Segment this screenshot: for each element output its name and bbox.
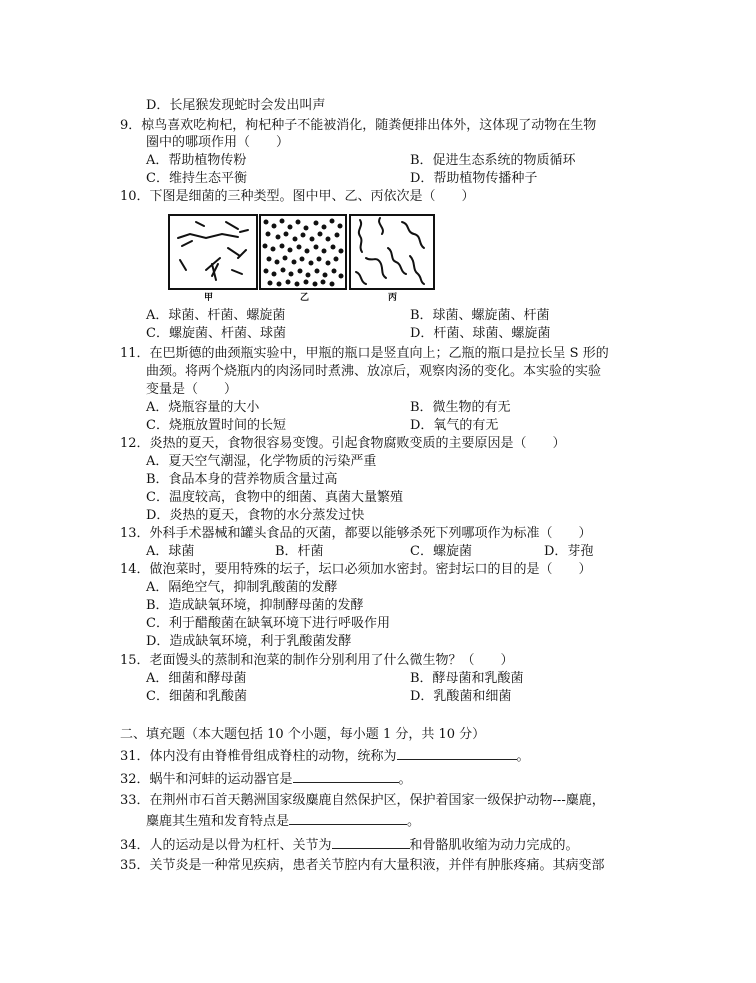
q11-option-d: D．氧气的有无 — [410, 418, 499, 433]
question-15: 15．老面馒头的蒸制和泡菜的制作分别利用了什么微生物？（ ） — [120, 653, 514, 668]
question-35: 35．关节炎是一种常见疾病，患者关节腔内有大量积液，并伴有肿胀疼痛。其病变部 — [120, 858, 605, 873]
q9-option-b: B．促进生态系统的物质循环 — [410, 153, 576, 168]
question-10: 10．下图是细菌的三种类型。图中甲、乙、丙依次是（ ） — [120, 189, 475, 204]
question-34-end: 和骨骼肌收缩为动力完成的。 — [409, 838, 579, 853]
q10-option-a: A．球菌、杆菌、螺旋菌 — [146, 308, 286, 323]
answer-blank-33[interactable] — [289, 812, 407, 825]
q15-option-c: C．细菌和乳酸菌 — [146, 689, 247, 704]
q8-option-d: D．长尾猴发现蛇时会发出叫声 — [146, 98, 326, 113]
q13-option-b: B．杆菌 — [275, 544, 324, 559]
q15-option-d: D．乳酸菌和细菌 — [410, 689, 512, 704]
question-32 — [120, 770, 412, 788]
question-11: 11．在巴斯德的曲颈瓶实验中，甲瓶的瓶口是竖直向上；乙瓶的瓶口是拉长呈 S 形的 — [120, 346, 609, 361]
panel-spirillum-bacteria — [350, 215, 434, 289]
question-33-text: 麋鹿其生殖和发育特点是 — [146, 814, 290, 829]
bacteria-types-figure — [166, 212, 436, 304]
question-31 — [120, 747, 530, 765]
q11-option-b: B．微生物的有无 — [410, 400, 511, 415]
q12-option-b: B．食品本身的营养物质含量过高 — [146, 472, 338, 487]
question-31-end: 。 — [516, 749, 530, 764]
figure-label-bing: 丙 — [388, 293, 398, 303]
q14-option-a: A．隔绝空气，抑制乳酸菌的发酵 — [146, 580, 338, 595]
q12-option-d: D．炎热的夏天，食物的水分蒸发过快 — [146, 508, 365, 523]
q9-option-c: C．维持生态平衡 — [146, 171, 247, 186]
question-11-cont: 曲颈。将两个烧瓶内的肉汤同时煮沸、放凉后，观察肉汤的变化。本实验的实验 — [146, 364, 602, 379]
question-14: 14．做泡菜时，要用特殊的坛子，坛口必须加水密封。密封坛口的目的是（ ） — [120, 562, 592, 577]
q13-option-c: C．螺旋菌 — [410, 544, 472, 559]
q14-option-c: C．利于醋酸菌在缺氧环境下进行呼吸作用 — [146, 616, 390, 631]
q13-option-d: D．芽孢 — [544, 544, 594, 559]
question-33-end: 。 — [407, 814, 421, 829]
q10-option-b: B．球菌、螺旋菌、杆菌 — [410, 308, 550, 323]
section-2-heading: 二、填充题（本大题包括 10 个小题，每小题 1 分，共 10 分） — [120, 727, 486, 742]
panel-rod-bacteria — [169, 215, 257, 289]
answer-blank-34[interactable] — [332, 836, 410, 849]
q11-option-c: C．烧瓶放置时间的长短 — [146, 418, 286, 433]
question-12: 12．炎热的夏天，食物很容易变馊。引起食物腐败变质的主要原因是（ ） — [120, 436, 566, 451]
q13-option-a: A．球菌 — [146, 544, 195, 559]
figure-label-jia: 甲 — [204, 293, 214, 303]
question-34 — [120, 836, 579, 854]
question-32-text: 32．蜗牛和河蚌的运动器官是 — [120, 772, 293, 787]
question-32-end: 。 — [398, 772, 412, 787]
question-33: 33．在荆州市石首天鹅洲国家级麋鹿自然保护区，保护着国家一级保护动物---麋鹿， — [120, 793, 605, 808]
question-31-text: 31．体内没有由脊椎骨组成脊柱的动物，统称为 — [120, 749, 397, 764]
q9-option-a: A．帮助植物传粉 — [146, 153, 247, 168]
question-9: 9．椋鸟喜欢吃枸杞，枸杞种子不能被消化，随粪便排出体外，这体现了动物在生物 — [120, 118, 597, 133]
q12-option-a: A．夏天空气潮湿，化学物质的污染严重 — [146, 454, 377, 469]
question-33-cont — [146, 812, 420, 830]
q12-option-c: C．温度较高，食物中的细菌、真菌大量繁殖 — [146, 490, 403, 505]
question-11-cont2: 变量是（ ） — [146, 382, 238, 397]
figure-label-yi: 乙 — [300, 293, 310, 303]
question-13: 13．外科手术器械和罐头食品的灭菌，都要以能够杀死下列哪项作为标准（ ） — [120, 526, 592, 541]
q10-option-c: C．螺旋菌、杆菌、球菌 — [146, 326, 286, 341]
q14-option-b: B．造成缺氧环境，抑制酵母菌的发酵 — [146, 598, 364, 613]
q15-option-a: A．细菌和酵母菌 — [146, 671, 247, 686]
answer-blank-31[interactable] — [397, 747, 517, 760]
question-34-text: 34．人的运动是以骨为杠杆、关节为 — [120, 838, 332, 853]
q15-option-b: B．酵母菌和乳酸菌 — [410, 671, 524, 686]
q9-option-d: D．帮助植物传播种子 — [410, 171, 538, 186]
answer-blank-32[interactable] — [293, 770, 399, 783]
q10-option-d: D．杆菌、球菌、螺旋菌 — [410, 326, 551, 341]
q14-option-d: D．造成缺氧环境，利于乳酸菌发酵 — [146, 634, 352, 649]
question-9-cont: 圈中的哪项作用（ ） — [146, 135, 290, 150]
panel-coccus-bacteria — [260, 215, 346, 289]
q11-option-a: A．烧瓶容量的大小 — [146, 400, 260, 415]
